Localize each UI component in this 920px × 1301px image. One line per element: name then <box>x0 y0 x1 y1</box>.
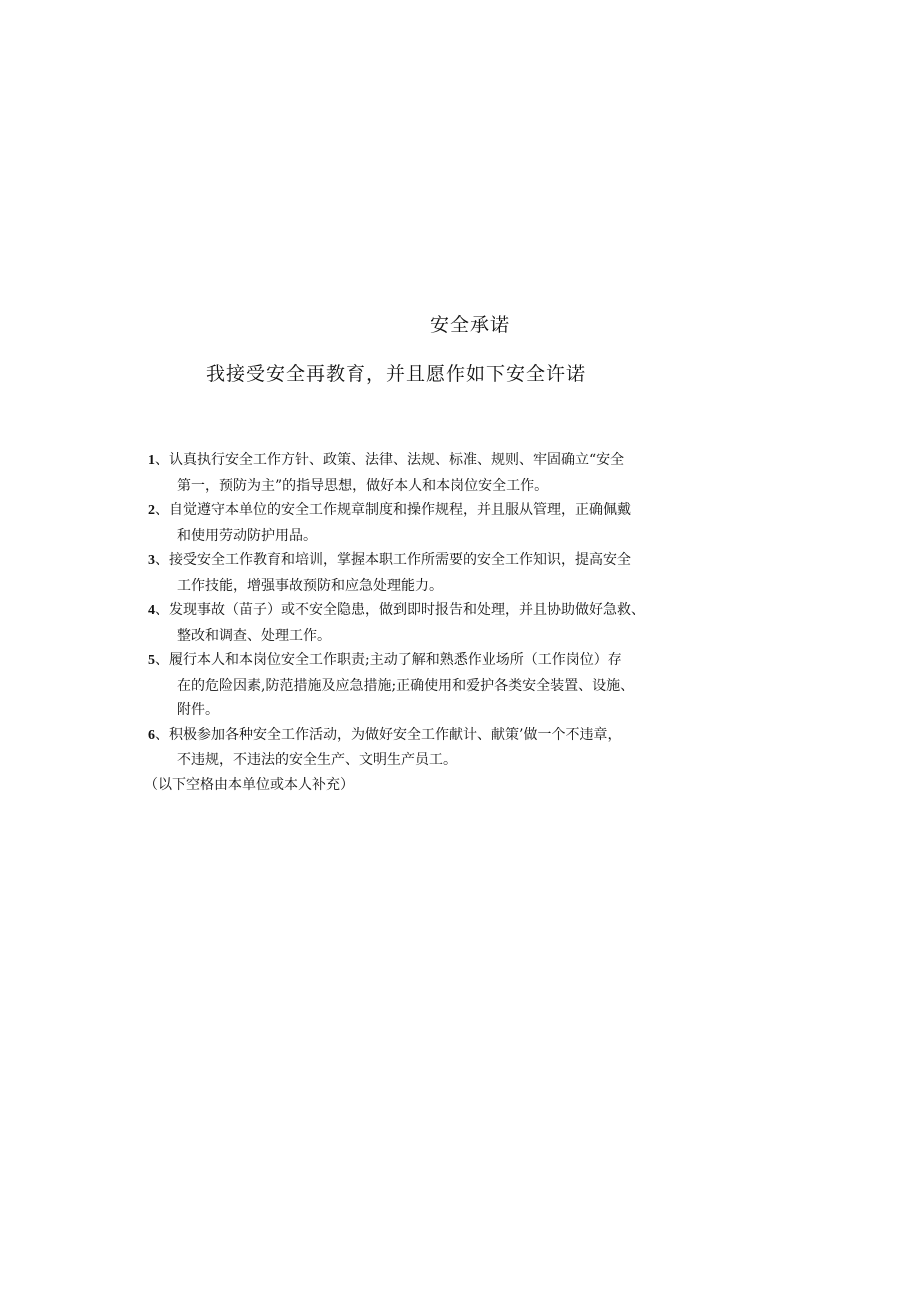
item-text-line: 工作技能，增强事故预防和应急处理能力。 <box>177 577 443 594</box>
supplement-note: （以下空格由本单位或本人补充） <box>144 776 354 793</box>
item-text-line: 、发现事故（苗子）或不安全隐患，做到即时报告和处理，并且协助做好急救、 <box>155 602 645 618</box>
document-title: 安全承诺 <box>429 314 510 336</box>
item-number: 5 <box>148 653 155 668</box>
commitment-item-5 <box>148 648 708 723</box>
item-number: 1 <box>148 453 155 468</box>
item-text-line: 、认真执行安全工作方针、政策、法律、法规、标准、规则、牢固确立“安全 <box>155 452 625 468</box>
item-text-line: 、自觉遵守本单位的安全工作规章制度和操作规程，并且服从管理，正确佩戴 <box>155 502 631 518</box>
item-text-line: 不违规，不违法的安全生产、文明生产员工。 <box>177 752 457 768</box>
item-text-line: 、积极参加各种安全工作活动，为做好安全工作献计、献策’做一个不违章， <box>155 726 622 743</box>
item-number: 3 <box>148 553 155 568</box>
commitment-item-2 <box>148 498 708 548</box>
item-text-line: 和使用劳动防护用品。 <box>177 527 317 544</box>
commitment-item-4 <box>148 598 708 648</box>
item-text-line: 第一，预防为主”的指导思想，做好本人和本岗位安全工作。 <box>177 477 549 494</box>
commitment-item-3 <box>148 548 708 598</box>
item-number: 4 <box>148 603 155 618</box>
item-text-line: 、接受安全工作教育和培训，掌握本职工作所需要的安全工作知识，提高安全 <box>155 552 631 568</box>
commitment-item-1 <box>148 448 708 498</box>
item-text-line: 整改和调查、处理工作。 <box>177 627 331 644</box>
item-number: 6 <box>148 727 155 743</box>
item-text-line: 、履行本人和本岗位安全工作职责;主动了解和熟悉作业场所（工作岗位）存 <box>155 652 622 668</box>
commitment-item-6 <box>148 723 708 773</box>
document-subtitle: 我接受安全再教育，并且愿作如下安全许诺 <box>206 363 587 385</box>
commitment-list <box>144 448 708 797</box>
item-text-line: 在的危险因素,防范措施及应急措施;正确使用和爱护各类安全装置、设施、 <box>177 677 635 694</box>
item-number: 2 <box>148 503 155 518</box>
item-text-line: 附件。 <box>177 702 219 718</box>
